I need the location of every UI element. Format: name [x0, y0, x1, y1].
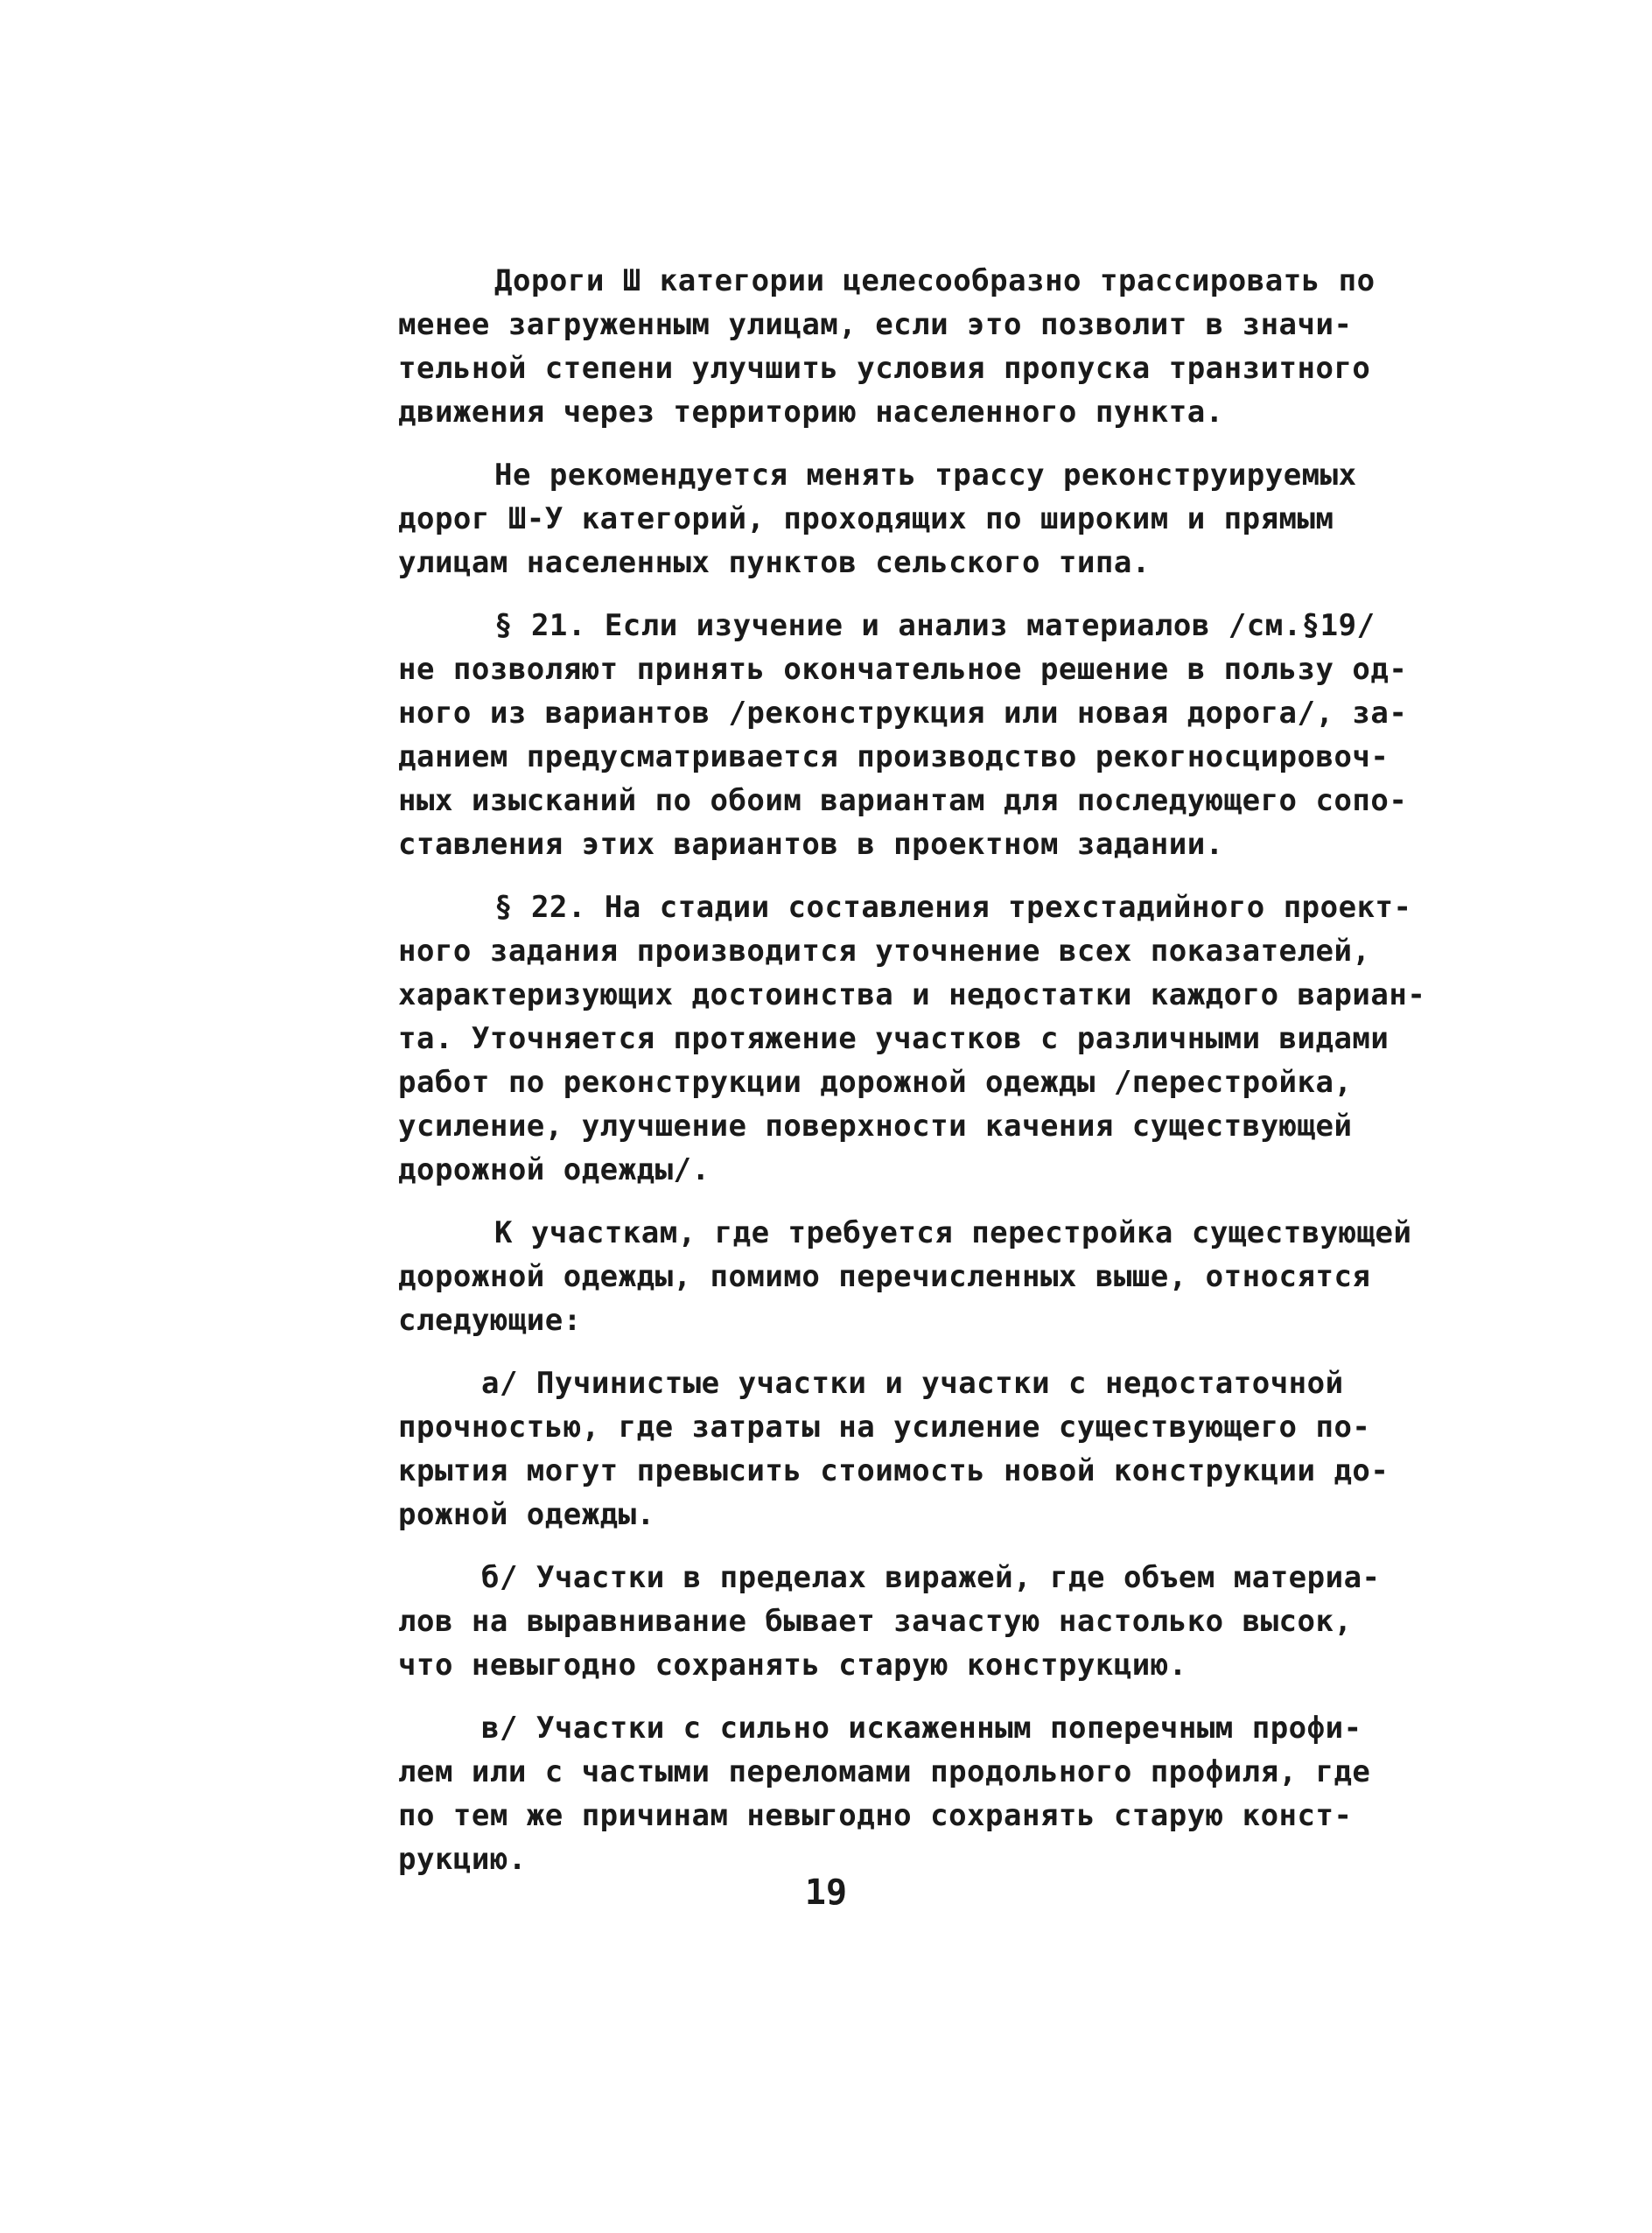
- text-line: рукцию.: [398, 1842, 527, 1877]
- text-line: ного из вариантов /реконструкция или новая дорога/, за-: [398, 696, 1408, 731]
- document-body: [398, 259, 1426, 1900]
- list-item-b: [398, 1556, 1422, 1687]
- paragraph-section-22: [398, 886, 1426, 1192]
- text-line: К участкам, где требуется перестройка существующей: [494, 1215, 1412, 1250]
- text-line: усиление, улучшение поверхности качения существующей: [398, 1109, 1353, 1144]
- text-line: лем или с частыми переломами продольного профиля, где: [398, 1754, 1371, 1789]
- paragraph-section-21: [398, 604, 1422, 866]
- text-line: не позволяют принять окончательное решение в пользу од-: [398, 652, 1408, 687]
- paragraph-not-recommended: [398, 453, 1422, 584]
- page-number: 19: [804, 1872, 848, 1913]
- text-line: данием предусматривается производство рекогносцировоч-: [398, 739, 1390, 774]
- text-line: § 21. Если изучение и анализ материалов /см.§19/: [494, 608, 1376, 643]
- text-line: ных изысканий по обоим вариантам для последующего сопо-: [398, 783, 1408, 818]
- paragraph-roads-category-3: [398, 259, 1422, 434]
- text-line: дорожной одежды, помимо перечисленных выше, относятся: [398, 1259, 1371, 1294]
- text-line: что невыгодно сохранять старую конструкцию.: [398, 1648, 1187, 1683]
- text-line: лов на выравнивание бывает зачастую настолько высок,: [398, 1604, 1353, 1639]
- text-line: тельной степени улучшить условия пропуска транзитного: [398, 351, 1371, 386]
- text-line: § 22. На стадии составления трехстадийного проект-: [494, 890, 1412, 925]
- text-line: работ по реконструкции дорожной одежды /перестройка,: [398, 1065, 1353, 1100]
- text-line: Не рекомендуется менять трассу реконструируемых: [494, 458, 1357, 493]
- text-line: та. Уточняется протяжение участков с различными видами: [398, 1021, 1390, 1056]
- text-line: в/ Участки с сильно искаженным поперечным профи-: [481, 1711, 1362, 1746]
- paragraph-sections-list-intro: [398, 1211, 1422, 1342]
- text-line: по тем же причинам невыгодно сохранять старую конст-: [398, 1798, 1353, 1833]
- text-line: ставления этих вариантов в проектном задании.: [398, 827, 1224, 862]
- text-line: прочностью, где затраты на усиление существующего по-: [398, 1410, 1371, 1445]
- list-item-a: [398, 1362, 1422, 1536]
- text-line: менее загруженным улицам, если это позволит в значи-: [398, 307, 1353, 342]
- text-line: следующие:: [398, 1303, 582, 1338]
- text-line: характеризующих достоинства и недостатки каждого вариан-: [398, 977, 1426, 1012]
- text-line: крытия могут превысить стоимость новой конструкции до-: [398, 1453, 1390, 1488]
- text-line: Дороги Ш категории целесообразно трассировать по: [494, 263, 1376, 298]
- text-line: движения через территорию населенного пункта.: [398, 395, 1224, 430]
- text-line: дорог Ш-У категорий, проходящих по широким и прямым: [398, 501, 1334, 536]
- text-line: улицам населенных пунктов сельского типа.: [398, 545, 1151, 580]
- text-line: ного задания производится уточнение всех показателей,: [398, 934, 1371, 969]
- list-item-v: [398, 1706, 1422, 1881]
- text-line: б/ Участки в пределах виражей, где объем материа-: [481, 1560, 1381, 1595]
- text-line: дорожной одежды/.: [398, 1152, 710, 1187]
- text-line: а/ Пучинистые участки и участки с недостаточной: [481, 1366, 1344, 1401]
- text-line: рожной одежды.: [398, 1497, 655, 1532]
